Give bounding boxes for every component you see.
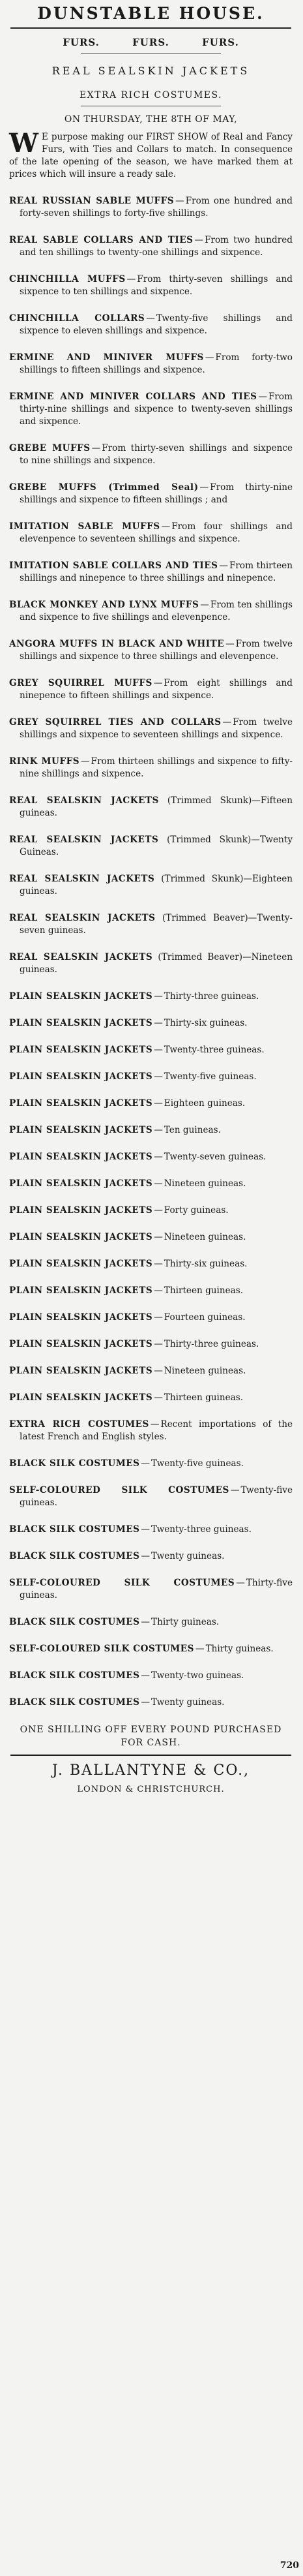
item-dash: — — [154, 1071, 163, 1082]
item-dash: — — [154, 1285, 163, 1296]
furs-word: FURS. — [202, 37, 239, 48]
title-rule — [10, 27, 291, 29]
item-entry — [9, 313, 293, 337]
item-text: Twenty guineas. — [151, 1551, 225, 1561]
item-text: Thirty guineas. — [205, 1644, 274, 1654]
item-entry — [9, 234, 293, 259]
item-entry — [9, 1311, 293, 1324]
item-dash: — — [194, 235, 204, 245]
item-lead: ANGORA MUFFS IN BLACK AND WHITE — [9, 639, 225, 649]
item-entry — [9, 1550, 293, 1563]
item-text: From thirty-seven shillings and sixpence to nine shillings and sixpence. — [20, 443, 293, 466]
item-dash: — — [154, 1178, 163, 1189]
item-dash: — — [141, 1617, 151, 1627]
item-text: From forty-two shillings to fifteen shillings and sixpence. — [20, 352, 293, 375]
item-entry — [9, 560, 293, 585]
item-text: From twelve shillings and sixpence to three shillings and elevenpence. — [20, 639, 293, 662]
item-lead: ERMINE AND MINIVER COLLARS AND TIES — [9, 391, 257, 402]
item-lead: SELF-COLOURED SILK COSTUMES — [9, 1644, 194, 1654]
item-entry — [9, 1365, 293, 1377]
item-text: From ten shillings and sixpence to five shillings and elevenpence. — [20, 600, 293, 622]
item-entry — [9, 1458, 293, 1470]
item-text: Thirteen guineas. — [164, 1285, 244, 1296]
item-lead: BLACK SILK COSTUMES — [9, 1617, 140, 1627]
item-dash: — — [225, 639, 235, 649]
item-lead: PLAIN SEALSKIN JACKETS — [9, 1018, 153, 1028]
item-dash: — — [150, 1419, 160, 1430]
item-entry — [9, 756, 293, 780]
item-entry — [9, 990, 293, 1003]
item-text: (Trimmed Skunk)—Twenty Guineas. — [20, 835, 293, 857]
item-text: From two hundred and ten shillings to twenty-one shillings and sixpence. — [20, 235, 293, 258]
item-dash: — — [205, 352, 214, 363]
item-entry — [9, 442, 293, 467]
footer-rule — [10, 1755, 291, 1756]
item-lead: PLAIN SEALSKIN JACKETS — [9, 1071, 153, 1082]
item-dash: — — [258, 391, 267, 402]
item-dash: — — [219, 560, 228, 571]
item-text: From eight shillings and ninepence to fifteen shillings and sixpence. — [20, 678, 293, 701]
item-lead: SELF-COLOURED SILK COSTUMES — [9, 1485, 229, 1495]
item-dash: — — [236, 1578, 245, 1588]
item-text: Twenty-five guineas. — [164, 1071, 257, 1082]
drop-cap: W — [9, 128, 38, 159]
item-entry — [9, 521, 293, 545]
item-entry — [9, 1044, 293, 1056]
item-entry — [9, 873, 293, 898]
item-entry — [9, 1696, 293, 1709]
item-text: From thirty-nine shillings and sixpence to fifteen shillings ; and — [20, 482, 293, 505]
item-dash: — — [222, 717, 232, 728]
item-lead: ERMINE AND MINIVER MUFFS — [9, 352, 204, 363]
item-lead: REAL SEALSKIN JACKETS — [9, 952, 153, 962]
item-lead: BLACK MONKEY AND LYNX MUFFS — [9, 600, 199, 610]
page-number: 720 — [280, 2560, 299, 2571]
item-text: From twelve shillings and sixpence to seventeen shillings and sixpence. — [20, 717, 293, 740]
item-dash: — — [161, 521, 171, 532]
item-lead: REAL SABLE COLLARS AND TIES — [9, 235, 194, 245]
item-lead: CHINCHILLA MUFFS — [9, 274, 126, 284]
item-entry — [9, 195, 293, 220]
item-lead: PLAIN SEALSKIN JACKETS — [9, 1366, 153, 1376]
item-dash: — — [141, 1697, 151, 1708]
item-entry — [9, 482, 293, 506]
item-dash: — — [195, 1644, 205, 1654]
item-dash: — — [141, 1670, 151, 1681]
item-dash: — — [154, 1312, 163, 1323]
item-lead: PLAIN SEALSKIN JACKETS — [9, 1259, 153, 1269]
item-text: Nineteen guineas. — [164, 1232, 246, 1242]
item-entry — [9, 638, 293, 663]
item-lead: PLAIN SEALSKIN JACKETS — [9, 1045, 153, 1055]
item-lead: PLAIN SEALSKIN JACKETS — [9, 1152, 153, 1162]
subtitle: REAL SEALSKIN JACKETS — [51, 65, 250, 77]
item-text: Thirty-six guineas. — [164, 1259, 248, 1269]
furs-word: FURS. — [132, 37, 169, 48]
item-text: Thirty-three guineas. — [164, 1339, 259, 1349]
item-lead: PLAIN SEALSKIN JACKETS — [9, 1339, 153, 1349]
item-entry — [9, 1097, 293, 1110]
item-dash: — — [154, 1392, 163, 1403]
page-title: DUNSTABLE HOUSE. — [37, 4, 265, 23]
item-lead: IMITATION SABLE MUFFS — [9, 521, 160, 532]
item-dash: — — [154, 991, 163, 1002]
item-lead: PLAIN SEALSKIN JACKETS — [9, 1205, 153, 1216]
intro-text: E purpose making our FIRST SHOW of Real and Fancy Furs, with Ties and Collars to match. In consequence of the late opening of the season, we have marked them at prices which will insure a ready sale. — [9, 132, 293, 179]
item-text: Thirty-five guineas. — [20, 1578, 293, 1601]
item-entry — [9, 1418, 293, 1443]
item-dash: — — [154, 1098, 163, 1109]
item-entry — [9, 1484, 293, 1509]
item-entry — [9, 1071, 293, 1083]
item-text: Nineteen guineas. — [164, 1178, 246, 1189]
item-list — [9, 195, 293, 1709]
item-entry — [9, 1670, 293, 1682]
item-dash: — — [146, 313, 155, 324]
item-text: From thirty-nine shillings and sixpence to twenty-seven shillings and sixpence. — [20, 391, 293, 427]
item-lead: PLAIN SEALSKIN JACKETS — [9, 1125, 153, 1135]
item-entry — [9, 1338, 293, 1351]
item-dash: — — [154, 1045, 163, 1055]
item-entry — [9, 1231, 293, 1244]
item-entry — [9, 1577, 293, 1602]
item-dash: — — [154, 1232, 163, 1242]
item-text: Twenty guineas. — [151, 1697, 225, 1708]
item-text: (Trimmed Skunk)—Fifteen guineas. — [20, 795, 293, 818]
item-lead: CHINCHILLA COLLARS — [9, 313, 145, 324]
item-text: Recent importations of the latest French and English styles. — [20, 1419, 293, 1442]
item-dash: — — [126, 274, 136, 284]
item-lead: REAL RUSSIAN SABLE MUFFS — [9, 196, 175, 206]
item-dash: — — [91, 443, 101, 453]
item-lead: BLACK SILK COSTUMES — [9, 1524, 140, 1535]
item-text: Twenty-five shillings and sixpence to eleven shillings and sixpence. — [20, 313, 293, 336]
item-entry — [9, 273, 293, 298]
item-dash: — — [154, 1205, 163, 1216]
item-entry — [9, 1178, 293, 1190]
item-text: Twenty-two guineas. — [151, 1670, 244, 1681]
item-dash: — — [154, 1152, 163, 1162]
item-entry — [9, 677, 293, 702]
item-lead: EXTRA RICH COSTUMES — [9, 1419, 149, 1430]
item-text: (Trimmed Skunk)—Eighteen guineas. — [20, 874, 293, 897]
item-lead: PLAIN SEALSKIN JACKETS — [9, 1312, 153, 1323]
item-entry — [9, 834, 293, 859]
item-text: Forty guineas. — [164, 1205, 229, 1216]
firm-address: LONDON & CHRISTCHURCH. — [77, 1785, 225, 1794]
item-lead: REAL SEALSKIN JACKETS — [9, 913, 156, 923]
item-entry — [9, 951, 293, 976]
rich-costumes-heading: EXTRA RICH COSTUMES. — [79, 90, 223, 100]
item-entry — [9, 1392, 293, 1404]
item-lead: GREY SQUIRREL TIES AND COLLARS — [9, 717, 222, 728]
item-entry — [9, 1285, 293, 1297]
item-text: Ten guineas. — [164, 1125, 221, 1135]
item-lead: PLAIN SEALSKIN JACKETS — [9, 1178, 153, 1189]
item-text: From thirteen shillings and ninepence to three shillings and ninepence. — [20, 560, 293, 583]
item-text: From four shillings and elevenpence to seventeen shillings and sixpence. — [20, 521, 293, 544]
item-lead: PLAIN SEALSKIN JACKETS — [9, 1098, 153, 1109]
item-entry — [9, 716, 293, 741]
item-entry — [9, 1017, 293, 1030]
item-lead: GREY SQUIRREL MUFFS — [9, 678, 152, 688]
furs-word: FURS. — [63, 37, 100, 48]
item-text: (Trimmed Beaver)—Twenty-seven guineas. — [20, 913, 293, 936]
item-entry — [9, 1151, 293, 1163]
item-text: From thirty-seven shillings and sixpence to ten shillings and sixpence. — [20, 274, 293, 297]
item-text: From thirteen shillings and sixpence to fifty-nine shillings and sixpence. — [20, 756, 293, 779]
item-text: Twenty-five guineas. — [20, 1485, 293, 1508]
item-entry — [9, 912, 293, 937]
item-lead: RINK MUFFS — [9, 756, 80, 767]
item-entry — [9, 1643, 293, 1655]
item-dash: — — [200, 600, 209, 610]
item-text: Twenty-five guineas. — [151, 1458, 244, 1469]
item-lead: IMITATION SABLE COLLARS AND TIES — [9, 560, 218, 571]
date-line: ON THURSDAY, THE 8TH OF MAY, — [64, 114, 238, 125]
item-text: From one hundred and forty-seven shillings to forty-five shillings. — [20, 196, 293, 219]
item-entry — [9, 1124, 293, 1137]
item-lead: REAL SEALSKIN JACKETS — [9, 795, 159, 806]
item-text: Thirty guineas. — [151, 1617, 220, 1627]
item-entry — [9, 391, 293, 428]
item-dash: — — [230, 1485, 240, 1495]
intro-paragraph — [9, 128, 293, 181]
item-text: Thirty-six guineas. — [164, 1018, 248, 1028]
cash-offer: ONE SHILLING OFF EVERY POUND PURCHASED FOR CASH. — [20, 1725, 282, 1748]
item-text: Twenty-seven guineas. — [164, 1152, 267, 1162]
item-dash: — — [154, 1125, 163, 1135]
item-text: Twenty-three guineas. — [151, 1524, 252, 1535]
item-lead: GREBE MUFFS (Trimmed Seal) — [9, 482, 199, 493]
item-lead: PLAIN SEALSKIN JACKETS — [9, 1392, 153, 1403]
item-entry — [9, 1204, 293, 1217]
item-text: Fourteen guineas. — [164, 1312, 246, 1323]
item-dash: — — [154, 1339, 163, 1349]
item-lead: BLACK SILK COSTUMES — [9, 1670, 140, 1681]
item-dash: — — [141, 1524, 151, 1535]
item-dash: — — [154, 1259, 163, 1269]
item-lead: GREBE MUFFS — [9, 443, 91, 453]
item-dash: — — [199, 482, 209, 493]
item-dash: — — [81, 756, 90, 767]
item-lead: PLAIN SEALSKIN JACKETS — [9, 991, 153, 1002]
item-dash: — — [141, 1551, 151, 1561]
item-entry — [9, 1258, 293, 1270]
item-text: Thirteen guineas. — [164, 1392, 244, 1403]
item-lead: PLAIN SEALSKIN JACKETS — [9, 1232, 153, 1242]
item-text: Twenty-three guineas. — [164, 1045, 265, 1055]
item-lead: REAL SEALSKIN JACKETS — [9, 874, 155, 884]
item-lead: PLAIN SEALSKIN JACKETS — [9, 1285, 153, 1296]
item-dash: — — [154, 1018, 163, 1028]
item-dash: — — [153, 678, 163, 688]
item-dash: — — [154, 1366, 163, 1376]
item-entry — [9, 1616, 293, 1629]
item-lead: SELF-COLOURED SILK COSTUMES — [9, 1578, 235, 1588]
item-dash: — — [141, 1458, 151, 1469]
item-lead: BLACK SILK COSTUMES — [9, 1551, 140, 1561]
item-lead: REAL SEALSKIN JACKETS — [9, 835, 159, 845]
item-entry — [9, 1524, 293, 1536]
firm-name: J. BALLANTYNE & CO., — [51, 1762, 250, 1779]
item-lead: BLACK SILK COSTUMES — [9, 1697, 140, 1708]
item-entry — [9, 599, 293, 624]
item-dash: — — [175, 196, 184, 206]
item-text: Nineteen guineas. — [164, 1366, 246, 1376]
item-lead: BLACK SILK COSTUMES — [9, 1458, 140, 1469]
item-text: (Trimmed Beaver)—Nineteen guineas. — [20, 952, 293, 975]
item-entry — [9, 795, 293, 820]
item-text: Thirty-three guineas. — [164, 991, 259, 1002]
item-entry — [9, 352, 293, 376]
item-text: Eighteen guineas. — [164, 1098, 246, 1109]
furs-line — [9, 37, 293, 48]
